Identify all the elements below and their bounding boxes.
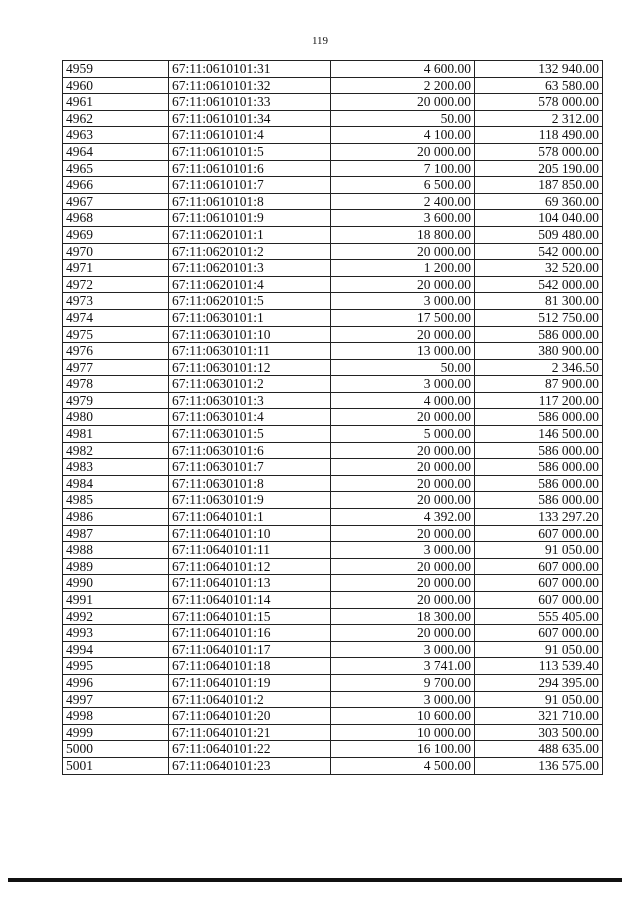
cadastral-number-cell: 67:11:0640101:16 bbox=[169, 625, 331, 642]
row-number-cell: 4971 bbox=[63, 260, 169, 277]
table-row bbox=[63, 160, 603, 177]
value-cell: 586 000.00 bbox=[475, 459, 603, 476]
row-number-cell: 4976 bbox=[63, 343, 169, 360]
value-cell: 81 300.00 bbox=[475, 293, 603, 310]
area-cell: 20 000.00 bbox=[331, 143, 475, 160]
row-number-cell: 4974 bbox=[63, 309, 169, 326]
area-cell: 18 300.00 bbox=[331, 608, 475, 625]
value-cell: 578 000.00 bbox=[475, 143, 603, 160]
area-cell: 13 000.00 bbox=[331, 343, 475, 360]
row-number-cell: 4972 bbox=[63, 276, 169, 293]
table-row bbox=[63, 475, 603, 492]
value-cell: 578 000.00 bbox=[475, 94, 603, 111]
value-cell: 132 940.00 bbox=[475, 61, 603, 78]
row-number-cell: 4999 bbox=[63, 724, 169, 741]
parcel-table bbox=[62, 60, 603, 775]
value-cell: 187 850.00 bbox=[475, 177, 603, 194]
row-number-cell: 4967 bbox=[63, 193, 169, 210]
cadastral-number-cell: 67:11:0640101:14 bbox=[169, 592, 331, 609]
area-cell: 20 000.00 bbox=[331, 558, 475, 575]
area-cell: 20 000.00 bbox=[331, 492, 475, 509]
area-cell: 20 000.00 bbox=[331, 243, 475, 260]
value-cell: 607 000.00 bbox=[475, 558, 603, 575]
value-cell: 586 000.00 bbox=[475, 475, 603, 492]
area-cell: 10 600.00 bbox=[331, 708, 475, 725]
cadastral-number-cell: 67:11:0630101:12 bbox=[169, 359, 331, 376]
area-cell: 20 000.00 bbox=[331, 276, 475, 293]
page-number: 119 bbox=[311, 35, 329, 47]
value-cell: 586 000.00 bbox=[475, 409, 603, 426]
area-cell: 3 000.00 bbox=[331, 542, 475, 559]
row-number-cell: 4994 bbox=[63, 641, 169, 658]
area-cell: 20 000.00 bbox=[331, 94, 475, 111]
table-row bbox=[63, 193, 603, 210]
value-cell: 2 346.50 bbox=[475, 359, 603, 376]
value-cell: 607 000.00 bbox=[475, 575, 603, 592]
table-row bbox=[63, 542, 603, 559]
cadastral-number-cell: 67:11:0620101:1 bbox=[169, 226, 331, 243]
area-cell: 3 000.00 bbox=[331, 376, 475, 393]
row-number-cell: 4988 bbox=[63, 542, 169, 559]
table-row bbox=[63, 426, 603, 443]
cadastral-number-cell: 67:11:0610101:33 bbox=[169, 94, 331, 111]
row-number-cell: 4992 bbox=[63, 608, 169, 625]
value-cell: 607 000.00 bbox=[475, 592, 603, 609]
value-cell: 555 405.00 bbox=[475, 608, 603, 625]
cadastral-number-cell: 67:11:0640101:18 bbox=[169, 658, 331, 675]
value-cell: 586 000.00 bbox=[475, 326, 603, 343]
cadastral-number-cell: 67:11:0620101:4 bbox=[169, 276, 331, 293]
cadastral-number-cell: 67:11:0610101:5 bbox=[169, 143, 331, 160]
row-number-cell: 5000 bbox=[63, 741, 169, 758]
row-number-cell: 4993 bbox=[63, 625, 169, 642]
table-row bbox=[63, 260, 603, 277]
bottom-rule bbox=[8, 878, 622, 882]
cadastral-number-cell: 67:11:0630101:2 bbox=[169, 376, 331, 393]
cadastral-number-cell: 67:11:0630101:10 bbox=[169, 326, 331, 343]
value-cell: 69 360.00 bbox=[475, 193, 603, 210]
cadastral-number-cell: 67:11:0610101:31 bbox=[169, 61, 331, 78]
value-cell: 113 539.40 bbox=[475, 658, 603, 675]
cadastral-number-cell: 67:11:0620101:2 bbox=[169, 243, 331, 260]
parcel-table-body bbox=[63, 61, 603, 775]
row-number-cell: 4965 bbox=[63, 160, 169, 177]
area-cell: 20 000.00 bbox=[331, 326, 475, 343]
cadastral-number-cell: 67:11:0640101:19 bbox=[169, 674, 331, 691]
value-cell: 303 500.00 bbox=[475, 724, 603, 741]
area-cell: 4 100.00 bbox=[331, 127, 475, 144]
row-number-cell: 4966 bbox=[63, 177, 169, 194]
value-cell: 91 050.00 bbox=[475, 641, 603, 658]
area-cell: 7 100.00 bbox=[331, 160, 475, 177]
row-number-cell: 4962 bbox=[63, 110, 169, 127]
value-cell: 321 710.00 bbox=[475, 708, 603, 725]
table-row bbox=[63, 724, 603, 741]
row-number-cell: 4979 bbox=[63, 392, 169, 409]
cadastral-number-cell: 67:11:0640101:13 bbox=[169, 575, 331, 592]
table-row bbox=[63, 592, 603, 609]
row-number-cell: 4968 bbox=[63, 210, 169, 227]
table-row bbox=[63, 575, 603, 592]
cadastral-number-cell: 67:11:0630101:8 bbox=[169, 475, 331, 492]
area-cell: 2 400.00 bbox=[331, 193, 475, 210]
cadastral-number-cell: 67:11:0630101:11 bbox=[169, 343, 331, 360]
cadastral-number-cell: 67:11:0640101:15 bbox=[169, 608, 331, 625]
table-row bbox=[63, 409, 603, 426]
row-number-cell: 4975 bbox=[63, 326, 169, 343]
row-number-cell: 4981 bbox=[63, 426, 169, 443]
value-cell: 87 900.00 bbox=[475, 376, 603, 393]
table-row bbox=[63, 525, 603, 542]
table-row bbox=[63, 276, 603, 293]
value-cell: 32 520.00 bbox=[475, 260, 603, 277]
row-number-cell: 4987 bbox=[63, 525, 169, 542]
cadastral-number-cell: 67:11:0630101:3 bbox=[169, 392, 331, 409]
area-cell: 20 000.00 bbox=[331, 409, 475, 426]
table-row bbox=[63, 127, 603, 144]
value-cell: 146 500.00 bbox=[475, 426, 603, 443]
area-cell: 20 000.00 bbox=[331, 459, 475, 476]
table-row bbox=[63, 492, 603, 509]
row-number-cell: 4985 bbox=[63, 492, 169, 509]
area-cell: 2 200.00 bbox=[331, 77, 475, 94]
row-number-cell: 4996 bbox=[63, 674, 169, 691]
table-row bbox=[63, 243, 603, 260]
value-cell: 586 000.00 bbox=[475, 442, 603, 459]
area-cell: 4 000.00 bbox=[331, 392, 475, 409]
row-number-cell: 4991 bbox=[63, 592, 169, 609]
row-number-cell: 4980 bbox=[63, 409, 169, 426]
table-row bbox=[63, 674, 603, 691]
area-cell: 6 500.00 bbox=[331, 177, 475, 194]
table-row bbox=[63, 459, 603, 476]
row-number-cell: 4986 bbox=[63, 509, 169, 526]
table-row bbox=[63, 226, 603, 243]
row-number-cell: 4973 bbox=[63, 293, 169, 310]
cadastral-number-cell: 67:11:0640101:23 bbox=[169, 757, 331, 774]
value-cell: 607 000.00 bbox=[475, 625, 603, 642]
row-number-cell: 4978 bbox=[63, 376, 169, 393]
area-cell: 3 600.00 bbox=[331, 210, 475, 227]
area-cell: 20 000.00 bbox=[331, 525, 475, 542]
cadastral-number-cell: 67:11:0610101:32 bbox=[169, 77, 331, 94]
value-cell: 91 050.00 bbox=[475, 691, 603, 708]
row-number-cell: 4970 bbox=[63, 243, 169, 260]
row-number-cell: 4990 bbox=[63, 575, 169, 592]
value-cell: 136 575.00 bbox=[475, 757, 603, 774]
area-cell: 4 500.00 bbox=[331, 757, 475, 774]
value-cell: 542 000.00 bbox=[475, 243, 603, 260]
row-number-cell: 4983 bbox=[63, 459, 169, 476]
cadastral-number-cell: 67:11:0640101:22 bbox=[169, 741, 331, 758]
row-number-cell: 4960 bbox=[63, 77, 169, 94]
cadastral-number-cell: 67:11:0630101:9 bbox=[169, 492, 331, 509]
cadastral-number-cell: 67:11:0640101:20 bbox=[169, 708, 331, 725]
table-row bbox=[63, 708, 603, 725]
cadastral-number-cell: 67:11:0640101:17 bbox=[169, 641, 331, 658]
area-cell: 50.00 bbox=[331, 359, 475, 376]
area-cell: 4 392.00 bbox=[331, 509, 475, 526]
cadastral-number-cell: 67:11:0640101:21 bbox=[169, 724, 331, 741]
table-row bbox=[63, 608, 603, 625]
area-cell: 18 800.00 bbox=[331, 226, 475, 243]
value-cell: 117 200.00 bbox=[475, 392, 603, 409]
value-cell: 607 000.00 bbox=[475, 525, 603, 542]
value-cell: 586 000.00 bbox=[475, 492, 603, 509]
table-row bbox=[63, 625, 603, 642]
table-row bbox=[63, 177, 603, 194]
table-row bbox=[63, 293, 603, 310]
area-cell: 20 000.00 bbox=[331, 575, 475, 592]
table-row bbox=[63, 558, 603, 575]
row-number-cell: 4959 bbox=[63, 61, 169, 78]
cadastral-number-cell: 67:11:0640101:2 bbox=[169, 691, 331, 708]
cadastral-number-cell: 67:11:0630101:1 bbox=[169, 309, 331, 326]
table-row bbox=[63, 509, 603, 526]
area-cell: 17 500.00 bbox=[331, 309, 475, 326]
row-number-cell: 4977 bbox=[63, 359, 169, 376]
cadastral-number-cell: 67:11:0610101:4 bbox=[169, 127, 331, 144]
value-cell: 118 490.00 bbox=[475, 127, 603, 144]
area-cell: 9 700.00 bbox=[331, 674, 475, 691]
area-cell: 50.00 bbox=[331, 110, 475, 127]
row-number-cell: 4989 bbox=[63, 558, 169, 575]
row-number-cell: 4961 bbox=[63, 94, 169, 111]
table-row bbox=[63, 110, 603, 127]
area-cell: 4 600.00 bbox=[331, 61, 475, 78]
area-cell: 10 000.00 bbox=[331, 724, 475, 741]
table-row bbox=[63, 359, 603, 376]
table-row bbox=[63, 442, 603, 459]
area-cell: 3 000.00 bbox=[331, 293, 475, 310]
table-row bbox=[63, 376, 603, 393]
value-cell: 63 580.00 bbox=[475, 77, 603, 94]
table-row bbox=[63, 741, 603, 758]
cadastral-number-cell: 67:11:0620101:5 bbox=[169, 293, 331, 310]
table-row bbox=[63, 326, 603, 343]
cadastral-number-cell: 67:11:0630101:7 bbox=[169, 459, 331, 476]
area-cell: 3 741.00 bbox=[331, 658, 475, 675]
cadastral-number-cell: 67:11:0640101:11 bbox=[169, 542, 331, 559]
table-row bbox=[63, 343, 603, 360]
cadastral-number-cell: 67:11:0640101:10 bbox=[169, 525, 331, 542]
cadastral-number-cell: 67:11:0610101:6 bbox=[169, 160, 331, 177]
value-cell: 488 635.00 bbox=[475, 741, 603, 758]
cadastral-number-cell: 67:11:0610101:34 bbox=[169, 110, 331, 127]
value-cell: 133 297.20 bbox=[475, 509, 603, 526]
area-cell: 20 000.00 bbox=[331, 475, 475, 492]
area-cell: 5 000.00 bbox=[331, 426, 475, 443]
table-row bbox=[63, 658, 603, 675]
value-cell: 509 480.00 bbox=[475, 226, 603, 243]
row-number-cell: 4963 bbox=[63, 127, 169, 144]
area-cell: 20 000.00 bbox=[331, 592, 475, 609]
value-cell: 512 750.00 bbox=[475, 309, 603, 326]
value-cell: 91 050.00 bbox=[475, 542, 603, 559]
row-number-cell: 4995 bbox=[63, 658, 169, 675]
row-number-cell: 4982 bbox=[63, 442, 169, 459]
row-number-cell: 4964 bbox=[63, 143, 169, 160]
row-number-cell: 4997 bbox=[63, 691, 169, 708]
cadastral-number-cell: 67:11:0610101:7 bbox=[169, 177, 331, 194]
cadastral-number-cell: 67:11:0630101:5 bbox=[169, 426, 331, 443]
table-row bbox=[63, 94, 603, 111]
row-number-cell: 4984 bbox=[63, 475, 169, 492]
table-row bbox=[63, 641, 603, 658]
value-cell: 294 395.00 bbox=[475, 674, 603, 691]
cadastral-number-cell: 67:11:0640101:1 bbox=[169, 509, 331, 526]
area-cell: 16 100.00 bbox=[331, 741, 475, 758]
table-row bbox=[63, 309, 603, 326]
table-row bbox=[63, 757, 603, 774]
value-cell: 380 900.00 bbox=[475, 343, 603, 360]
area-cell: 1 200.00 bbox=[331, 260, 475, 277]
row-number-cell: 4998 bbox=[63, 708, 169, 725]
table-row bbox=[63, 691, 603, 708]
table-row bbox=[63, 143, 603, 160]
cadastral-number-cell: 67:11:0620101:3 bbox=[169, 260, 331, 277]
area-cell: 20 000.00 bbox=[331, 625, 475, 642]
value-cell: 542 000.00 bbox=[475, 276, 603, 293]
table-row bbox=[63, 77, 603, 94]
cadastral-number-cell: 67:11:0630101:4 bbox=[169, 409, 331, 426]
value-cell: 104 040.00 bbox=[475, 210, 603, 227]
table-row bbox=[63, 61, 603, 78]
table-row bbox=[63, 392, 603, 409]
row-number-cell: 5001 bbox=[63, 757, 169, 774]
value-cell: 2 312.00 bbox=[475, 110, 603, 127]
row-number-cell: 4969 bbox=[63, 226, 169, 243]
cadastral-number-cell: 67:11:0610101:8 bbox=[169, 193, 331, 210]
cadastral-number-cell: 67:11:0640101:12 bbox=[169, 558, 331, 575]
area-cell: 3 000.00 bbox=[331, 691, 475, 708]
value-cell: 205 190.00 bbox=[475, 160, 603, 177]
table-row bbox=[63, 210, 603, 227]
area-cell: 3 000.00 bbox=[331, 641, 475, 658]
cadastral-number-cell: 67:11:0630101:6 bbox=[169, 442, 331, 459]
cadastral-number-cell: 67:11:0610101:9 bbox=[169, 210, 331, 227]
area-cell: 20 000.00 bbox=[331, 442, 475, 459]
